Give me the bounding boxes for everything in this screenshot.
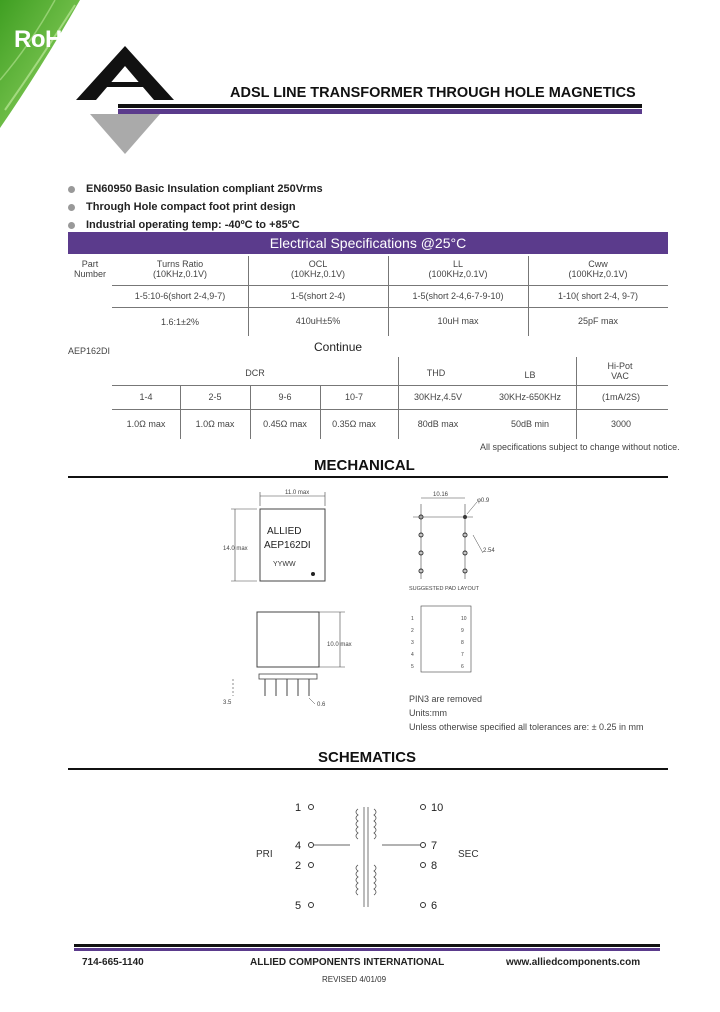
title-rule — [118, 104, 642, 108]
thd-value: 80dB max — [417, 419, 459, 429]
mechanical-notes: PIN3 are removed Units:mm Unless otherwise specified all tolerances are: ± 0.25 in mm — [409, 694, 644, 732]
part-number: AEP162DI — [68, 346, 111, 356]
ocl-value: 410uH±5% — [295, 316, 341, 326]
ll-value: 10uH max — [437, 316, 479, 326]
footer-website[interactable]: www.alliedcomponents.com — [506, 957, 641, 968]
pri-label: PRI — [256, 849, 273, 860]
ll-pins: 1-5(short 2-4,6-7-9-10) — [412, 291, 504, 301]
thd-header: THD — [426, 368, 446, 378]
col-turns-header: Turns Ratio (10KHz,0.1V) — [152, 259, 208, 279]
footer-company: ALLIED COMPONENTS INTERNATIONAL — [250, 957, 445, 968]
dim-width: 11.0 max — [285, 490, 310, 496]
sec-label: SEC — [458, 849, 479, 860]
electrical-spec-header: Electrical Specifications @25°C — [68, 232, 668, 254]
bullet-icon — [68, 186, 75, 193]
svg-text:8: 8 — [461, 640, 464, 646]
dim-pin-space: 3.5 — [223, 700, 232, 706]
feature-list — [68, 180, 323, 234]
feature-item: Industrial operating temp: -40ºC to +85ºC — [68, 216, 323, 234]
pad-layout-label: SUGGESTED PAD LAYOUT — [409, 586, 480, 592]
title-rule-purple — [118, 109, 642, 114]
svg-text:1: 1 — [295, 802, 302, 814]
marking-part: AEP162DI — [264, 540, 311, 551]
svg-text:6: 6 — [461, 664, 464, 670]
cww-value: 25pF max — [577, 316, 619, 326]
hipot-value: 3000 — [610, 419, 632, 429]
turns-pins: 1-5:10-6(short 2-4,9-7) — [134, 291, 226, 301]
col-part-header: Part Number — [73, 259, 106, 279]
dcr-pin-4: 10-7 — [344, 392, 363, 402]
svg-text:1: 1 — [411, 616, 414, 622]
side-view-outline — [257, 612, 319, 667]
footer-revised: REVISED 4/01/09 — [322, 975, 387, 984]
footer-phone: 714-665-1140 — [82, 957, 144, 968]
dim-row: 2.54 — [483, 548, 495, 554]
bullet-icon — [68, 222, 75, 229]
dcr-header: DCR — [245, 368, 265, 378]
marking-brand: ALLIED — [267, 526, 302, 537]
dcr-pin-1: 1-4 — [139, 392, 153, 402]
lb-cond: 30KHz-650KHz — [498, 392, 562, 402]
allied-logo-icon — [70, 42, 180, 162]
dcr-value-1: 1.0Ω max — [126, 419, 166, 429]
bullet-icon — [68, 204, 75, 211]
svg-text:4: 4 — [411, 652, 414, 658]
cww-pins: 1-10( short 2-4, 9-7) — [557, 291, 639, 301]
svg-text:5: 5 — [411, 664, 414, 670]
ocl-pins: 1-5(short 2-4) — [290, 291, 346, 301]
spec-notice: All specifications subject to change without notice. — [480, 442, 680, 452]
dim-pitch: 10.16 — [433, 492, 449, 498]
svg-text:7: 7 — [431, 840, 438, 852]
svg-text:8: 8 — [431, 860, 438, 872]
svg-text:10: 10 — [431, 802, 444, 814]
schematics-title: SCHEMATICS — [318, 749, 417, 766]
page-title: ADSL LINE TRANSFORMER THROUGH HOLE MAGNETICS — [230, 85, 636, 101]
feature-item: Through Hole compact foot print design — [68, 198, 323, 216]
dcr-value-4: 0.35Ω max — [332, 419, 376, 429]
dcr-pin-2: 2-5 — [208, 392, 222, 402]
mechanical-title: MECHANICAL — [314, 457, 415, 474]
svg-text:3: 3 — [411, 640, 414, 646]
col-ocl-header: OCL (10KHz,0.1V) — [290, 259, 346, 279]
svg-text:5: 5 — [295, 900, 302, 912]
col-ll-header: LL (100KHz,0.1V) — [428, 259, 488, 279]
dcr-pin-3: 9-6 — [278, 392, 292, 402]
lb-value: 50dB min — [510, 419, 550, 429]
feature-item: EN60950 Basic Insulation compliant 250Vrms — [68, 180, 323, 198]
svg-text:2: 2 — [411, 628, 414, 634]
pin1-dot-icon — [311, 572, 315, 576]
hipot-header: Hi-Pot VAC — [607, 361, 633, 381]
dim-depth: 10.0 max — [327, 642, 352, 648]
lb-header: LB — [524, 370, 536, 380]
dim-height: 14.0 max — [223, 546, 248, 552]
turns-value: 1.6:1±2% — [161, 317, 199, 327]
thd-cond: 30KHz,4.5V — [413, 392, 463, 402]
svg-text:10: 10 — [461, 616, 467, 622]
rohs-badge: RoHS — [14, 26, 78, 53]
dim-lead: 0.6 — [317, 702, 326, 708]
hipot-cond: (1mA/2S) — [601, 392, 640, 402]
schematic-diagram — [240, 795, 500, 920]
svg-text:2: 2 — [295, 860, 302, 872]
dcr-value-2: 1.0Ω max — [195, 419, 235, 429]
svg-text:9: 9 — [461, 628, 464, 634]
dim-hole: φ0.9 — [477, 498, 490, 504]
svg-text:6: 6 — [431, 900, 438, 912]
dcr-value-3: 0.45Ω max — [263, 419, 307, 429]
svg-text:4: 4 — [295, 840, 302, 852]
marking-date: YYWW — [273, 561, 296, 568]
continue-label: Continue — [314, 340, 363, 354]
svg-text:7: 7 — [461, 652, 464, 658]
col-cww-header: Cww (100KHz,0.1V) — [568, 259, 628, 279]
